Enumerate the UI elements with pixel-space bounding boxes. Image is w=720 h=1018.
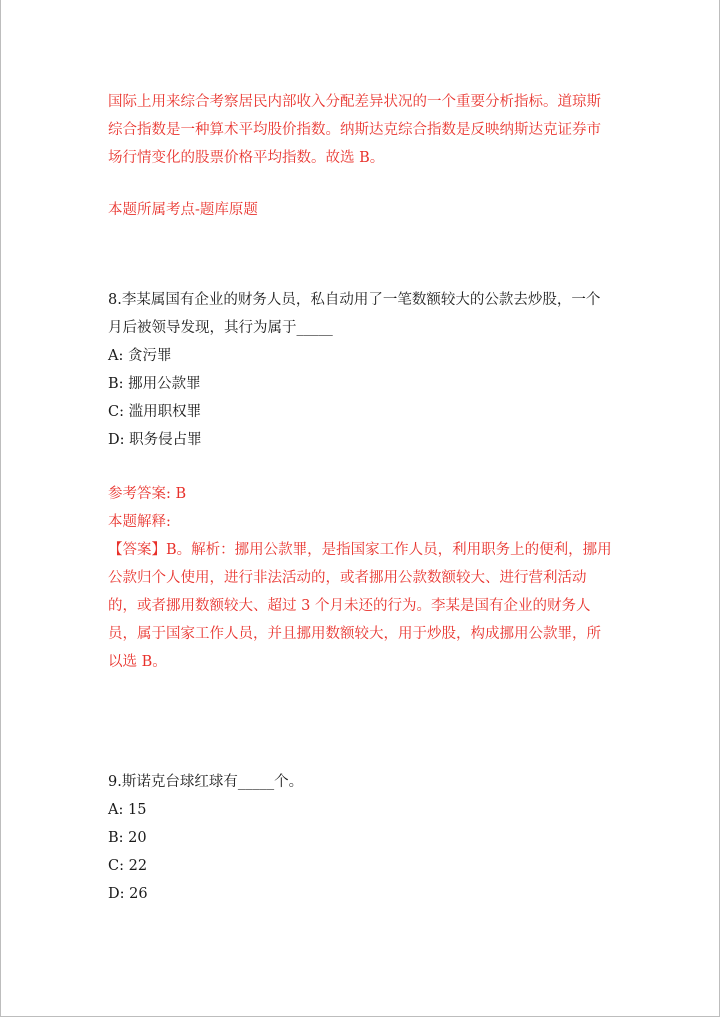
question-8-answer: 参考答案: B xyxy=(108,486,187,502)
previous-explanation: 国际上用来综合考察居民内部收入分配差异状况的一个重要分析指标。道琼斯综合指数是一种算术平均股价指数。纳斯达克综合指数是反映纳斯达克证券市场行情变化的股票价格平均指数。故选 B。 xyxy=(108,94,601,166)
question-9-option-b: B: 20 xyxy=(108,830,147,846)
question-8-explanation: 【答案】B。解析：挪用公款罪，是指国家工作人员，利用职务上的便利，挪用公款归个人使用，进行非法活动的，或者挪用公款数额较大、进行营利活动的，或者挪用数额较大、超过 3 个月未还的行为。李某是国有企业的财务人员，属于国家工作人员，并且挪用数额较大，用于炒股，构成挪用公款罪，所以选 B。 xyxy=(108,542,612,670)
document-content xyxy=(108,88,613,908)
question-8-stem: 8.李某属国有企业的财务人员，私自动用了一笔数额较大的公款去炒股，一个月后被领导发现，其行为属于_____ xyxy=(108,292,601,336)
question-8-explanation-label: 本题解释: xyxy=(108,514,171,530)
question-8-option-d: D: 职务侵占罪 xyxy=(108,432,202,448)
question-8-option-b: B: 挪用公款罪 xyxy=(108,376,201,392)
question-8-option-a: A: 贪污罪 xyxy=(108,348,172,364)
question-9-option-a: A: 15 xyxy=(108,802,147,818)
question-9-option-c: C: 22 xyxy=(108,858,148,874)
question-9-stem: 9.斯诺克台球红球有_____个。 xyxy=(108,774,304,790)
question-8-option-c: C: 滥用职权罪 xyxy=(108,404,202,420)
previous-source: 本题所属考点-题库原题 xyxy=(108,202,258,218)
question-9-option-d: D: 26 xyxy=(108,886,148,902)
